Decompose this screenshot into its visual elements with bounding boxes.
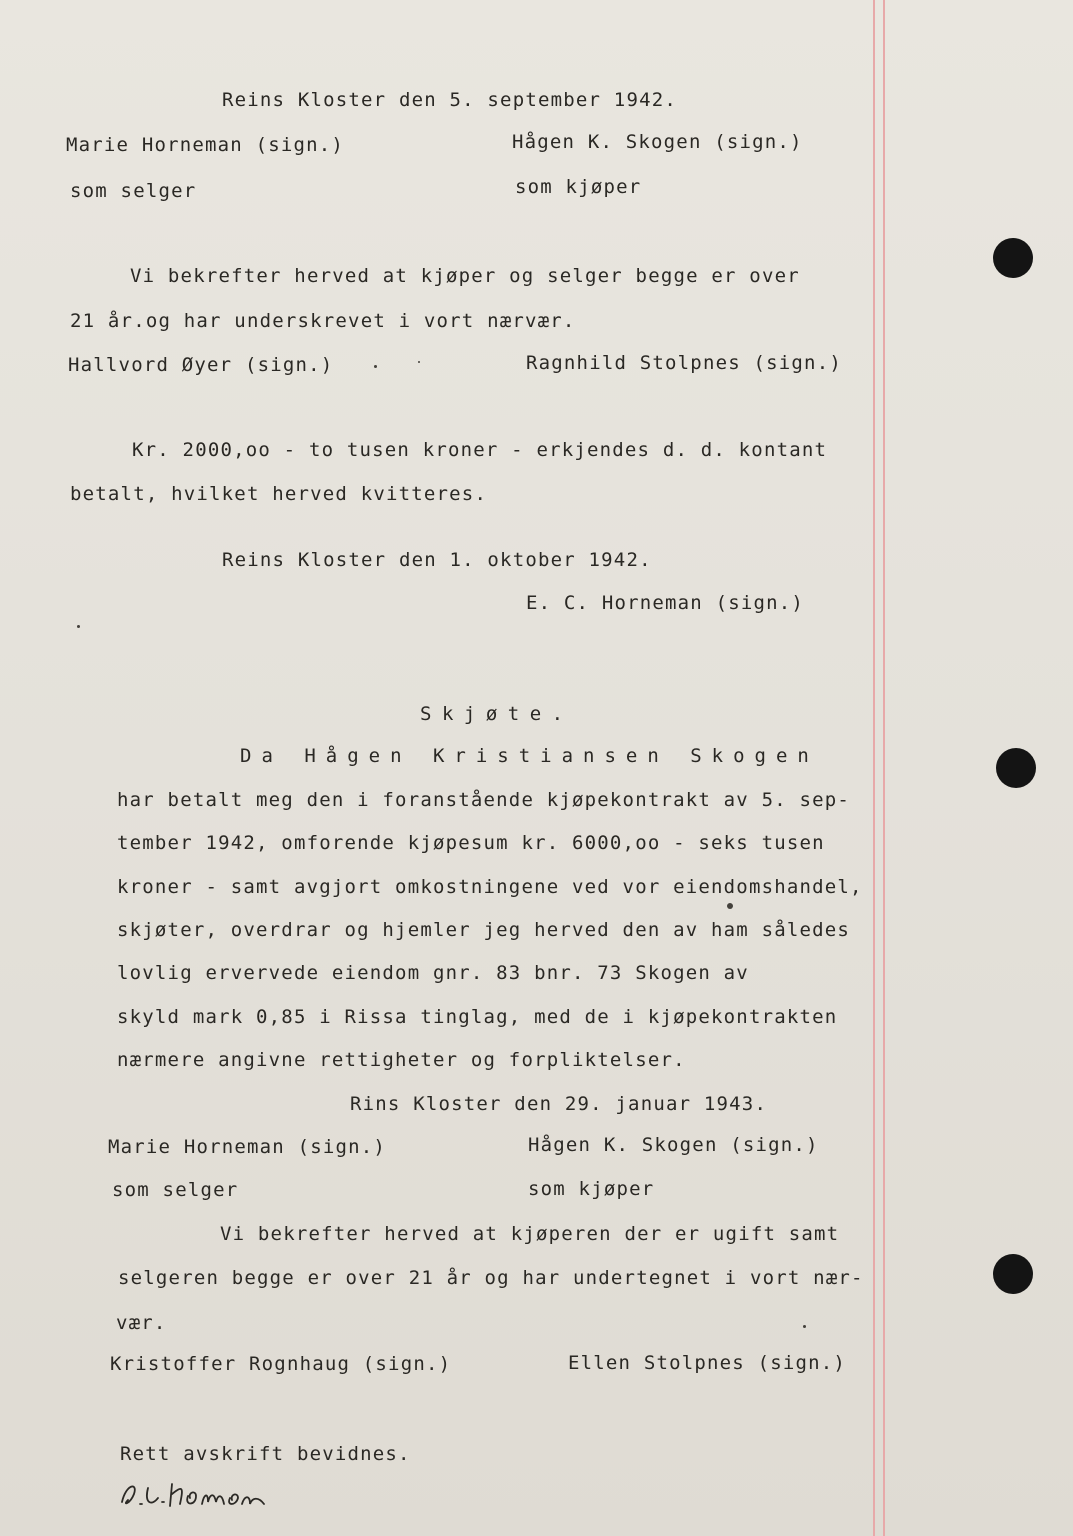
deed-text: lovlig ervervede eiendom gnr. 83 bnr. 73 Skogen av <box>117 962 749 984</box>
seller-signature-line: Marie Horneman (sign.) <box>66 134 345 156</box>
receipt-text: betalt, hvilket herved kvitteres. <box>70 483 488 505</box>
witness-statement: 21 år.og har underskrevet i vort nærvær. <box>70 310 576 332</box>
witness-signature: Ragnhild Stolpnes (sign.) <box>526 352 842 374</box>
margin-rule <box>873 0 875 1536</box>
ink-speck <box>418 361 420 363</box>
receipt-text: Kr. 2000,oo - to tusen kroner - erkjendes d. d. kontant <box>132 439 828 461</box>
deed-text: tember 1942, omforende kjøpesum kr. 6000,oo - seks tusen <box>117 832 825 854</box>
date-line: Reins Kloster den 5. september 1942. <box>222 89 678 111</box>
handwritten-signature <box>118 1474 298 1514</box>
seller-role: som selger <box>112 1179 239 1201</box>
deed-text: nærmere angivne rettigheter og forpliktelser. <box>117 1049 686 1071</box>
deed-text: har betalt meg den i foranstående kjøpekontrakt av 5. sep- <box>117 789 851 811</box>
ink-speck <box>77 625 80 628</box>
witness-statement: Vi bekrefter herved at kjøper og selger begge er over <box>130 265 800 287</box>
deed-text: Da Hågen Kristiansen Skogen <box>240 745 819 767</box>
buyer-role: som kjøper <box>528 1178 655 1200</box>
signature-line: E. C. Horneman (sign.) <box>526 592 805 614</box>
seller-role: som selger <box>70 180 197 202</box>
buyer-signature-line: Hågen K. Skogen (sign.) <box>512 131 803 153</box>
margin-rule <box>883 0 885 1536</box>
buyer-signature-line: Hågen K. Skogen (sign.) <box>528 1134 819 1156</box>
certification-text: Rett avskrift bevidnes. <box>120 1443 411 1465</box>
witness-signature: Ellen Stolpnes (sign.) <box>568 1352 847 1374</box>
punch-hole <box>993 238 1033 278</box>
deed-text: skjøter, overdrar og hjemler jeg herved den av ham således <box>117 919 851 941</box>
witness-statement: selgeren begge er over 21 år og har undertegnet i vort nær- <box>118 1267 864 1289</box>
seller-signature-line: Marie Horneman (sign.) <box>108 1136 387 1158</box>
witness-signature: Hallvord Øyer (sign.) <box>68 354 334 376</box>
date-line: Reins Kloster den 1. oktober 1942. <box>222 549 652 571</box>
deed-text: kroner - samt avgjort omkostningene ved vor eiendomshandel, <box>117 876 863 898</box>
deed-text: skyld mark 0,85 i Rissa tinglag, med de i kjøpekontrakten <box>117 1006 838 1028</box>
ink-speck <box>803 1325 806 1328</box>
witness-signature: Kristoffer Rognhaug (sign.) <box>110 1353 452 1375</box>
date-line: Rins Kloster den 29. januar 1943. <box>350 1093 768 1115</box>
ink-speck <box>727 903 733 909</box>
deed-heading: Skjøte. <box>420 703 574 725</box>
buyer-role: som kjøper <box>515 176 642 198</box>
punch-hole <box>996 748 1036 788</box>
witness-statement: Vi bekrefter herved at kjøperen der er ugift samt <box>220 1223 840 1245</box>
ink-speck <box>374 365 377 368</box>
punch-hole <box>993 1254 1033 1294</box>
witness-statement: vær. <box>116 1312 167 1334</box>
